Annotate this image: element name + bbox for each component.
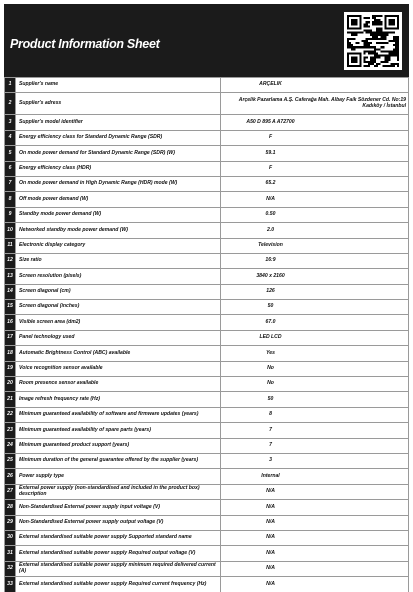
row-value: N/A bbox=[221, 546, 409, 561]
row-label: Minimum guaranteed availability of spare parts (years) bbox=[16, 423, 221, 438]
row-value: N/A bbox=[221, 192, 409, 207]
row-number: 25 bbox=[5, 453, 16, 468]
row-number: 33 bbox=[5, 577, 16, 592]
table-row bbox=[5, 115, 409, 130]
table-row bbox=[5, 438, 409, 453]
row-number: 18 bbox=[5, 346, 16, 361]
table-row bbox=[5, 330, 409, 345]
table-row bbox=[5, 361, 409, 376]
row-label: Screen diagonal (inches) bbox=[16, 300, 221, 315]
row-value: N/A bbox=[221, 577, 409, 592]
row-value: LED LCD bbox=[221, 330, 409, 345]
row-number: 21 bbox=[5, 392, 16, 407]
row-number: 11 bbox=[5, 238, 16, 253]
row-number: 7 bbox=[5, 176, 16, 191]
row-number: 13 bbox=[5, 269, 16, 284]
row-label: Minimum guaranteed availability of software and firmware updates (years) bbox=[16, 407, 221, 422]
row-label: Voice recognition sensor available bbox=[16, 361, 221, 376]
row-value: ARÇELIK bbox=[221, 78, 409, 93]
row-value: A50 D 895 A A72700 bbox=[221, 115, 409, 130]
row-value: 50 bbox=[221, 300, 409, 315]
row-value: 59.1 bbox=[221, 146, 409, 161]
row-label: Non-Standardised External power supply output voltage (V) bbox=[16, 515, 221, 530]
table-row bbox=[5, 423, 409, 438]
table-row bbox=[5, 407, 409, 422]
row-value: F bbox=[221, 130, 409, 145]
row-number: 27 bbox=[5, 484, 16, 499]
table-row bbox=[5, 146, 409, 161]
row-number: 22 bbox=[5, 407, 16, 422]
row-label: Power supply type bbox=[16, 469, 221, 484]
row-label: External power supply (non-standardised and included in the product box) description bbox=[16, 484, 221, 499]
row-label: Energy efficiency class (HDR) bbox=[16, 161, 221, 176]
row-label: External standardised suitable power supply minimum required delivered current (A) bbox=[16, 561, 221, 576]
row-label: Standby mode power demand (W) bbox=[16, 207, 221, 222]
row-label: Size ratio bbox=[16, 253, 221, 268]
row-number: 5 bbox=[5, 146, 16, 161]
table-row bbox=[5, 269, 409, 284]
row-number: 31 bbox=[5, 546, 16, 561]
product-info-table bbox=[4, 77, 409, 592]
row-label: Visible screen area (dm2) bbox=[16, 315, 221, 330]
row-value: Television bbox=[221, 238, 409, 253]
table-row bbox=[5, 315, 409, 330]
row-value: N/A bbox=[221, 515, 409, 530]
table-row bbox=[5, 515, 409, 530]
table-row bbox=[5, 223, 409, 238]
row-number: 17 bbox=[5, 330, 16, 345]
row-label: On mode power demand for Standard Dynamic Range (SDR) (W) bbox=[16, 146, 221, 161]
row-value: No bbox=[221, 361, 409, 376]
table-row bbox=[5, 546, 409, 561]
qr-code-icon bbox=[344, 12, 402, 70]
row-number: 26 bbox=[5, 469, 16, 484]
row-label: Non-Standardised External power supply input voltage (V) bbox=[16, 500, 221, 515]
row-number: 9 bbox=[5, 207, 16, 222]
row-label: Room presence sensor available bbox=[16, 377, 221, 392]
row-number: 20 bbox=[5, 377, 16, 392]
row-number: 24 bbox=[5, 438, 16, 453]
row-value: F bbox=[221, 161, 409, 176]
row-number: 14 bbox=[5, 284, 16, 299]
row-number: 16 bbox=[5, 315, 16, 330]
row-number: 15 bbox=[5, 300, 16, 315]
row-value: 3 bbox=[221, 453, 409, 468]
row-label: Off mode power demand (W) bbox=[16, 192, 221, 207]
row-value: Internal bbox=[221, 469, 409, 484]
row-value: 65.2 bbox=[221, 176, 409, 191]
row-number: 12 bbox=[5, 253, 16, 268]
table-row bbox=[5, 176, 409, 191]
row-number: 10 bbox=[5, 223, 16, 238]
row-number: 3 bbox=[5, 115, 16, 130]
table-row bbox=[5, 377, 409, 392]
row-label: Minimum duration of the general guarantee offered by the supplier (years) bbox=[16, 453, 221, 468]
row-label: Panel technology used bbox=[16, 330, 221, 345]
row-value: N/A bbox=[221, 500, 409, 515]
row-label: Networked standby mode power demand (W) bbox=[16, 223, 221, 238]
table-row bbox=[5, 238, 409, 253]
row-number: 23 bbox=[5, 423, 16, 438]
row-value: 8 bbox=[221, 407, 409, 422]
row-value: 2.0 bbox=[221, 223, 409, 238]
row-label: Supplier's adress bbox=[16, 93, 221, 115]
row-value: 3840 x 2160 bbox=[221, 269, 409, 284]
table-row bbox=[5, 207, 409, 222]
qr-code-graphic bbox=[347, 15, 399, 67]
row-label: Energy efficiency class for Standard Dynamic Range (SDR) bbox=[16, 130, 221, 145]
table-row bbox=[5, 161, 409, 176]
row-value: 50 bbox=[221, 392, 409, 407]
table-row bbox=[5, 392, 409, 407]
row-label: Screen diagonal (cm) bbox=[16, 284, 221, 299]
row-value: N/A bbox=[221, 530, 409, 545]
row-label: Supplier's model identifier bbox=[16, 115, 221, 130]
row-value: 16:9 bbox=[221, 253, 409, 268]
table-row bbox=[5, 300, 409, 315]
row-label: External standardised suitable power supply Supported standard name bbox=[16, 530, 221, 545]
row-value: N/A bbox=[221, 484, 409, 499]
table-row bbox=[5, 577, 409, 592]
row-label: External standardised suitable power supply Required current frequency (Hz) bbox=[16, 577, 221, 592]
row-number: 1 bbox=[5, 78, 16, 93]
row-label: Image refresh frequency rate (Hz) bbox=[16, 392, 221, 407]
row-value: 7 bbox=[221, 423, 409, 438]
table-row bbox=[5, 130, 409, 145]
table-row bbox=[5, 561, 409, 576]
table-row bbox=[5, 453, 409, 468]
row-label: Automatic Brightness Control (ABC) available bbox=[16, 346, 221, 361]
row-number: 19 bbox=[5, 361, 16, 376]
row-label: On mode power demand in High Dynamic Range (HDR) mode (W) bbox=[16, 176, 221, 191]
row-value: 7 bbox=[221, 438, 409, 453]
page-title: Product Information Sheet bbox=[10, 37, 160, 51]
row-number: 28 bbox=[5, 500, 16, 515]
table-row bbox=[5, 78, 409, 93]
row-number: 4 bbox=[5, 130, 16, 145]
row-number: 32 bbox=[5, 561, 16, 576]
header-banner bbox=[4, 4, 409, 77]
table-row bbox=[5, 346, 409, 361]
table-row bbox=[5, 484, 409, 499]
row-value: 67.0 bbox=[221, 315, 409, 330]
row-label: Electronic display category bbox=[16, 238, 221, 253]
row-label: External standardised suitable power supply Required output voltage (V) bbox=[16, 546, 221, 561]
table-row bbox=[5, 500, 409, 515]
table-row bbox=[5, 192, 409, 207]
row-label: Screen resolution (pixels) bbox=[16, 269, 221, 284]
row-number: 29 bbox=[5, 515, 16, 530]
table-row bbox=[5, 530, 409, 545]
row-number: 30 bbox=[5, 530, 16, 545]
table-row bbox=[5, 253, 409, 268]
row-value: Arçelik Pazarlama A.Ş. Caferağa Mah. Albay Faik Sözdener Cd. No:19 Kadıköy / İstanbul bbox=[221, 93, 409, 115]
row-value: N/A bbox=[221, 561, 409, 576]
row-number: 2 bbox=[5, 93, 16, 115]
row-label: Supplier's name bbox=[16, 78, 221, 93]
row-value: Yes bbox=[221, 346, 409, 361]
table-row bbox=[5, 284, 409, 299]
row-number: 6 bbox=[5, 161, 16, 176]
table-row bbox=[5, 469, 409, 484]
row-label: Minimum guaranteed product support (years) bbox=[16, 438, 221, 453]
row-number: 8 bbox=[5, 192, 16, 207]
row-value: 0.50 bbox=[221, 207, 409, 222]
table-row bbox=[5, 93, 409, 115]
row-value: No bbox=[221, 377, 409, 392]
row-value: 126 bbox=[221, 284, 409, 299]
